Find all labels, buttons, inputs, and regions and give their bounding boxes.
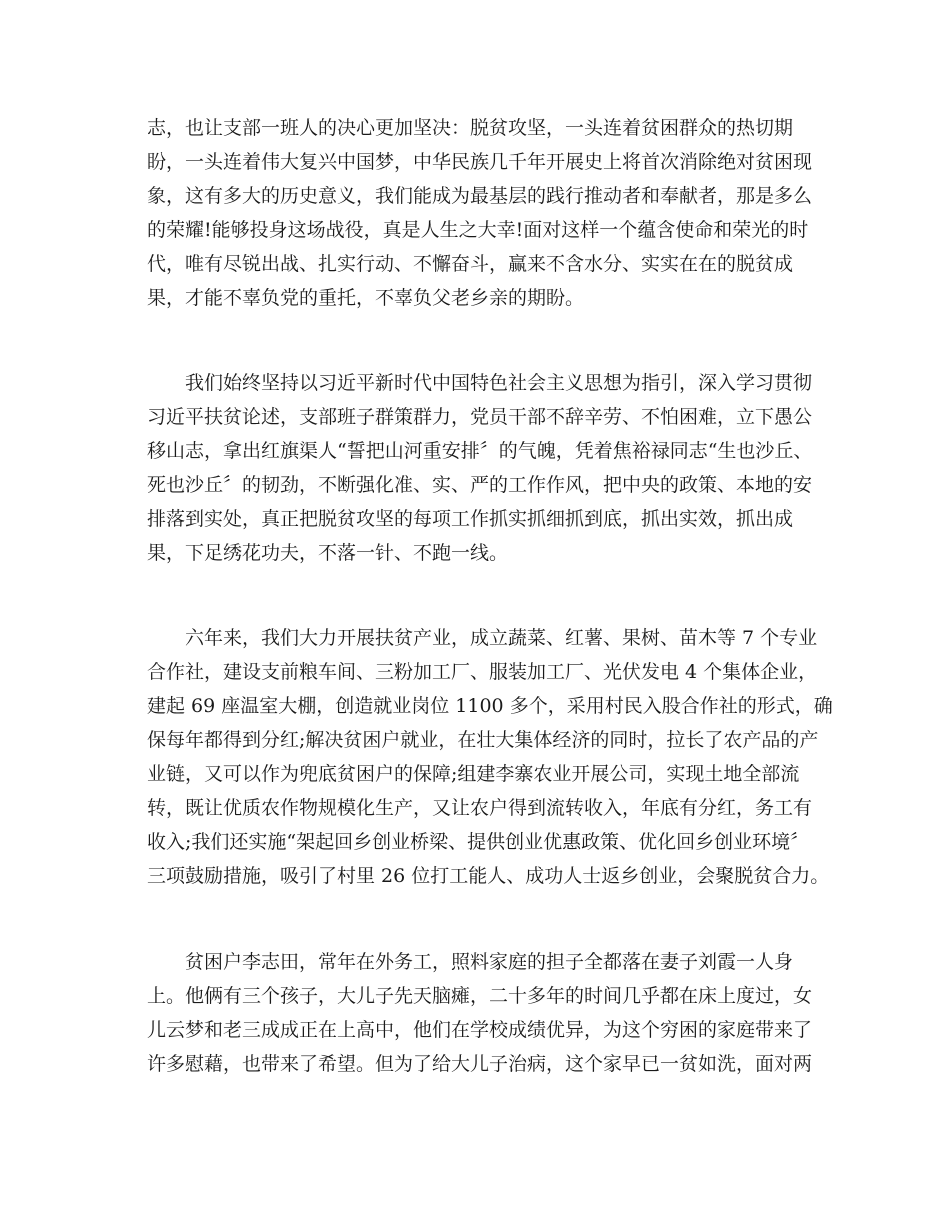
text-line: 死也沙丘〞的韧劲，不断强化准、实、严的工作作风，把中央的政策、本地的安: [147, 474, 813, 496]
text-line: 合作社，建设支前粮车间、三粉加工厂、服装加工厂、光伏发电 4 个集体企业，: [147, 661, 818, 683]
text-line: 收入;我们还实施“架起回乡创业桥梁、提供创业优惠政策、优化回乡创业环境〞: [147, 831, 810, 853]
text-line: 果，下足绣花功夫，不落一针、不跑一线。: [147, 542, 509, 564]
text-line: 儿云梦和老三成成正在上高中，他们在学校成绩优异，为这个穷困的家庭带来了: [147, 1019, 813, 1041]
text-line: 贫困户李志田，常年在外务工，照料家庭的担子全都落在妻子刘霞一人身: [147, 951, 794, 973]
text-line: 我们始终坚持以习近平新时代中国特色社会主义思想为指引，深入学习贯彻: [147, 372, 813, 394]
text-line: 移山志，拿出红旗渠人“誓把山河重安排〞的气魄，凭着焦裕禄同志“生也沙丘、: [147, 440, 813, 462]
text-line: 的荣耀!能够投身这场战役，真是人生之大幸!面对这样一个蕴含使命和荣光的时: [147, 219, 809, 241]
text-line: 代，唯有尽锐出战、扎实行动、不懈奋斗，赢来不含水分、实实在在的脱贫成: [147, 253, 794, 275]
text-line: 习近平扶贫论述，支部班子群策群力，党员干部不辞辛劳、不怕困难，立下愚公: [147, 406, 813, 428]
text-line: 许多慰藉，也带来了希望。但为了给大儿子治病，这个家早已一贫如洗，面对两: [147, 1053, 813, 1075]
text-line: 果，才能不辜负党的重托，不辜负父老乡亲的期盼。: [147, 287, 585, 309]
text-line: 志，也让支部一班人的决心更加坚决：脱贫攻坚，一头连着贫困群众的热切期: [147, 117, 794, 139]
text-line: 排落到实处，真正把脱贫攻坚的每项工作抓实抓细抓到底，抓出实效，抓出成: [147, 508, 794, 530]
text-line: 六年来，我们大力开展扶贫产业，成立蔬菜、红薯、果树、苗木等 7 个专业: [147, 627, 818, 649]
text-line: 盼，一头连着伟大复兴中国梦，中华民族几千年开展史上将首次消除绝对贫困现: [147, 151, 813, 173]
text-line: 上。他俩有三个孩子，大儿子先天脑瘫，二十多年的时间几乎都在床上度过，女: [147, 985, 813, 1007]
text-line: 业链，又可以作为兜底贫困户的保障;组建李寨农业开展公司，实现土地全部流: [147, 763, 800, 785]
text-line: 保每年都得到分红;解决贫困户就业，在壮大集体经济的同时，拉长了农产品的产: [147, 729, 819, 751]
paragraph-1: [147, 111, 813, 315]
paragraph-4: [147, 945, 813, 1081]
paragraph-3: [147, 621, 833, 893]
text-line: 象，这有多大的历史意义，我们能成为最基层的践行推动者和奉献者，那是多么: [147, 185, 813, 207]
text-line: 三项鼓励措施，吸引了村里 26 位打工能人、成功人士返乡创业，会聚脱贫合力。: [147, 865, 830, 887]
paragraph-2: [147, 366, 813, 570]
text-line: 转，既让优质农作物规模化生产，又让农户得到流转收入，年底有分红，务工有: [147, 797, 813, 819]
text-line: 建起 69 座温室大棚，创造就业岗位 1100 多个，采用村民入股合作社的形式，确: [147, 695, 833, 717]
